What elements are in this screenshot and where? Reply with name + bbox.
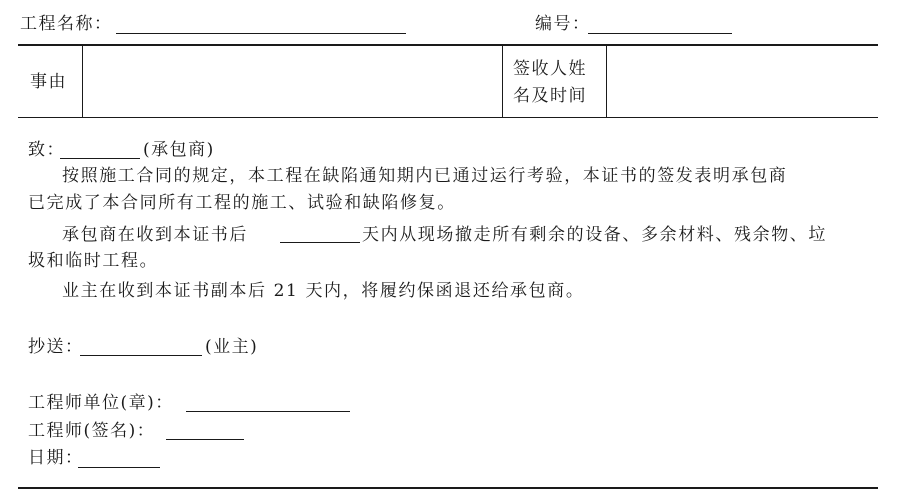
paragraph-2-line-2: 圾和临时工程。 xyxy=(28,251,159,271)
engineer-unit-label: 工程师单位(章)： xyxy=(28,393,174,413)
paragraph-1-line-2: 已完成了本合同所有工程的施工、试验和缺陷修复。 xyxy=(28,193,456,213)
table-divider-1 xyxy=(82,45,83,117)
table-bottom-rule xyxy=(18,117,878,118)
project-name-label: 工程名称： xyxy=(20,14,113,34)
engineer-unit-field[interactable] xyxy=(186,411,350,412)
paragraph-1-line-1: 按照施工合同的规定，本工程在缺陷通知期内已通过运行考验，本证书的签发表明承包商 xyxy=(62,166,788,186)
number-label: 编号： xyxy=(535,14,591,34)
paragraph-3: 业主在收到本证书副本后 21 天内，将履约保函退还给承包商。 xyxy=(62,281,585,301)
number-field[interactable] xyxy=(588,33,732,34)
contractor-field[interactable] xyxy=(60,158,140,159)
engineer-sign-label: 工程师(签名)： xyxy=(28,421,156,441)
signee-label-line1: 签收人姓 xyxy=(513,59,587,79)
matter-label: 事由 xyxy=(30,72,67,92)
cc-field[interactable] xyxy=(80,355,202,356)
matter-field[interactable] xyxy=(84,46,501,116)
signee-label-line2: 名及时间 xyxy=(513,86,587,106)
page-bottom-rule xyxy=(18,487,878,489)
paragraph-2-line-1b: 天内从现场撤走所有剩余的设备、多余材料、残余物、垃 xyxy=(362,225,827,245)
date-field[interactable] xyxy=(78,467,160,468)
contractor-suffix: (承包商) xyxy=(143,140,215,160)
signee-field[interactable] xyxy=(608,46,876,116)
days-field[interactable] xyxy=(280,242,360,243)
project-name-field[interactable] xyxy=(116,33,406,34)
paragraph-2-line-1a: 承包商在收到本证书后 xyxy=(62,225,248,245)
table-divider-3 xyxy=(606,45,607,117)
to-label: 致： xyxy=(28,140,65,160)
table-divider-2 xyxy=(502,45,503,117)
date-label: 日期： xyxy=(28,448,84,468)
cc-label: 抄送： xyxy=(28,337,84,357)
engineer-sign-field[interactable] xyxy=(166,439,244,440)
cc-suffix: (业主) xyxy=(205,337,259,357)
